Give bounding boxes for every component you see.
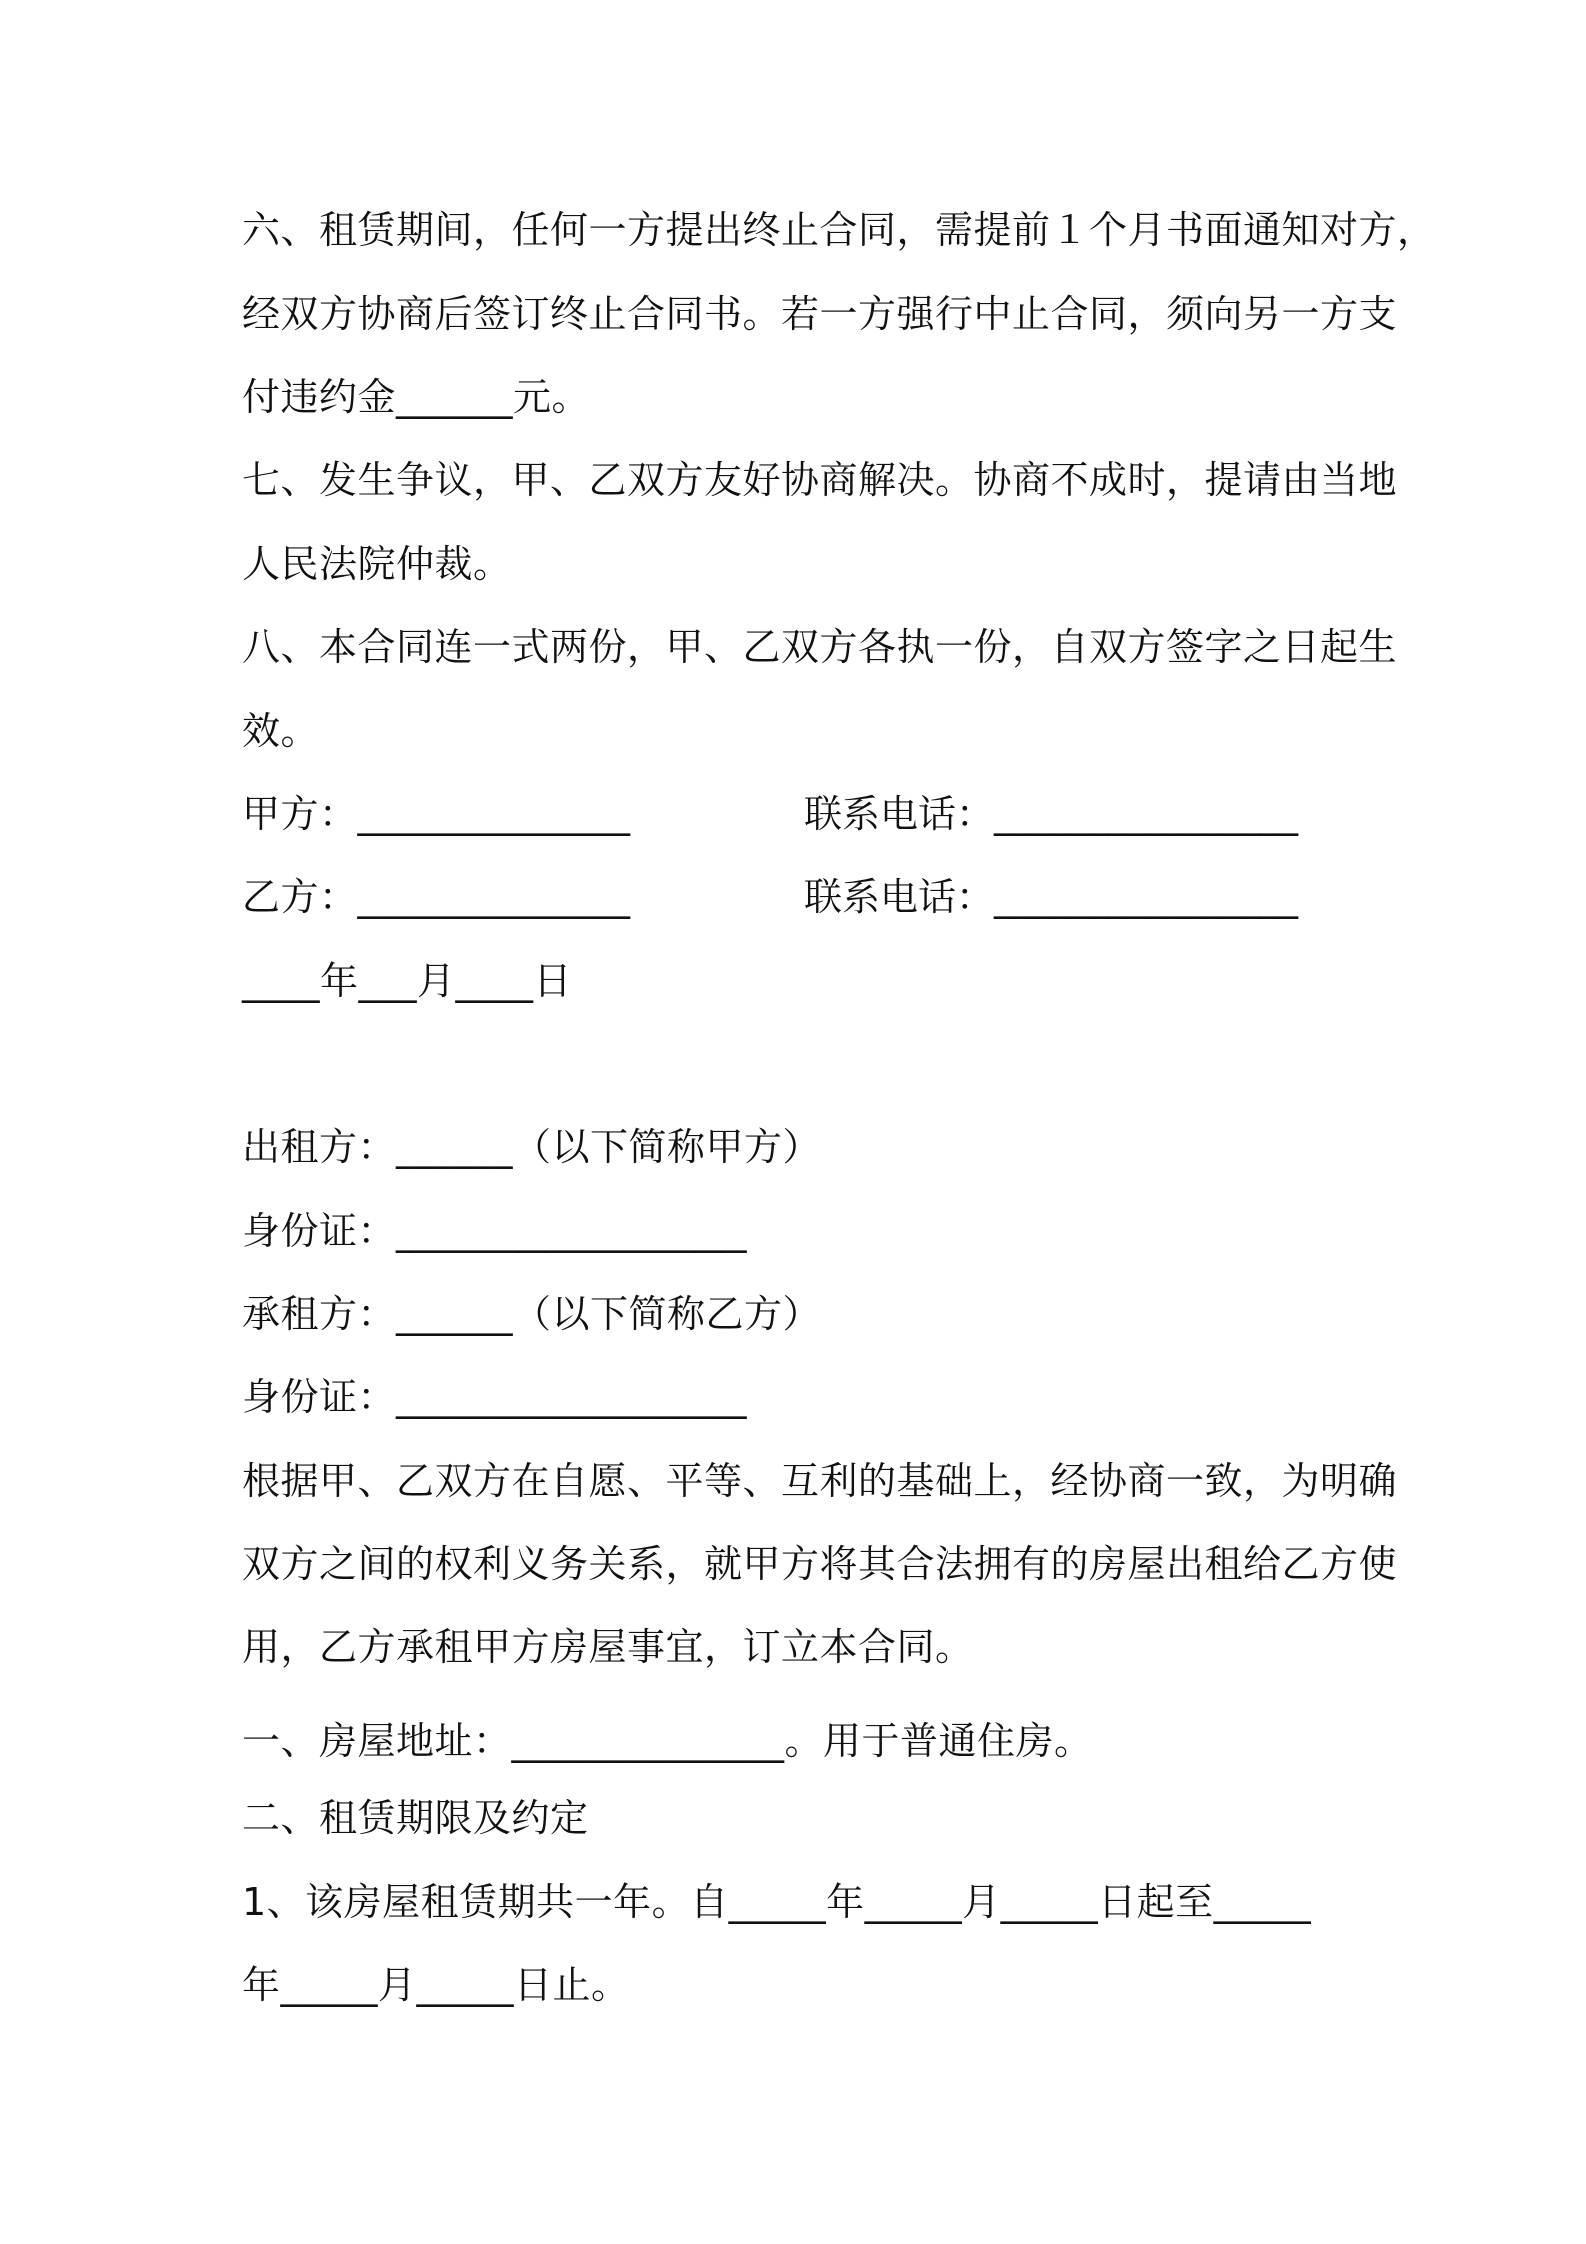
clause-six-line-3: 付违约金______元。: [242, 375, 591, 419]
item-two-1-line-1: 1、该房屋租赁期共一年。自_____年_____月_____日起至_____: [242, 1880, 1312, 1924]
lessor-id-line: 身份证：__________________: [242, 1209, 748, 1253]
intro-line-3: 用，乙方承租甲方房屋事宜，订立本合同。: [242, 1625, 974, 1669]
clause-seven-line-2: 人民法院仲裁。: [242, 542, 512, 586]
lessee-line: 承租方：______（以下简称乙方）: [242, 1292, 822, 1336]
clause-eight-line-2: 效。: [242, 709, 320, 753]
signature-date: ____年___月____日: [242, 959, 573, 1003]
party-b-signature: 乙方：______________: [242, 875, 631, 919]
clause-six-line-2: 经双方协商后签订终止合同书。若一方强行中止合同，须向另一方支: [242, 292, 1398, 336]
clause-seven-line-1: 七、发生争议，甲、乙双方友好协商解决。协商不成时，提请由当地: [242, 458, 1398, 502]
lessee-id-line: 身份证：__________________: [242, 1375, 748, 1419]
item-two-heading: 二、租赁期限及约定: [242, 1796, 589, 1840]
lessor-line: 出租方：______（以下简称甲方）: [242, 1125, 822, 1169]
clause-six-line-1: 六、租赁期间，任何一方提出终止合同，需提前１个月书面通知对方，: [242, 208, 1436, 252]
party-a-signature: 甲方：______________: [242, 792, 631, 836]
item-two-1-line-2: 年_____月_____日止。: [242, 1963, 630, 2007]
intro-line-2: 双方之间的权利义务关系，就甲方将其合法拥有的房屋出租给乙方使: [242, 1542, 1398, 1586]
item-one-address: 一、房屋地址：______________。用于普通住房。: [242, 1719, 1093, 1763]
clause-eight-line-1: 八、本合同连一式两份，甲、乙双方各执一份，自双方签字之日起生: [242, 625, 1398, 669]
party-a-phone: 联系电话：________________: [804, 792, 1299, 836]
party-b-phone: 联系电话：________________: [804, 875, 1299, 919]
intro-line-1: 根据甲、乙双方在自愿、平等、互利的基础上，经协商一致，为明确: [242, 1459, 1398, 1503]
